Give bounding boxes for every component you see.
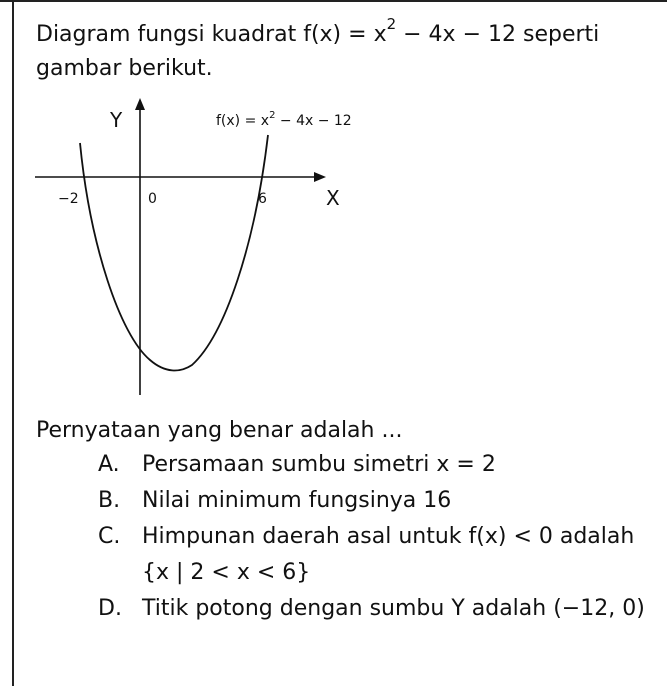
option-c-set-notation: {x | 2 < x < 6} xyxy=(142,560,311,585)
option-b-text: Nilai minimum fungsinya 16 xyxy=(142,488,452,513)
x-axis-arrow-icon xyxy=(314,172,326,182)
y-axis-label: Y xyxy=(110,108,123,132)
function-label xyxy=(216,110,352,129)
tick-label-0: 0 xyxy=(148,191,157,207)
option-c-letter: C. xyxy=(98,524,121,549)
option-c[interactable] xyxy=(98,524,634,549)
question-line-1 xyxy=(36,15,600,47)
option-b-letter: B. xyxy=(98,488,121,513)
question-line-1-prefix: Diagram fungsi kuadrat f(x) = x xyxy=(36,22,387,47)
option-b[interactable] xyxy=(98,488,451,513)
question-line-2: gambar berikut. xyxy=(36,56,213,81)
frame-left-border xyxy=(12,0,14,686)
frame-top-border xyxy=(0,0,667,6)
function-label-prefix: f(x) = x xyxy=(216,113,270,129)
question-line-1-suffix: − 4x − 12 seperti xyxy=(396,22,600,47)
question-exponent: 2 xyxy=(386,15,397,33)
option-d-text: Titik potong dengan sumbu Y adalah (−12, 0) xyxy=(142,596,645,621)
option-a-letter: A. xyxy=(98,452,120,477)
x-axis-label: X xyxy=(326,186,340,210)
parabola-graph xyxy=(30,95,390,405)
tick-label-6: 6 xyxy=(258,191,267,207)
y-axis-arrow-icon xyxy=(135,98,145,110)
option-d[interactable] xyxy=(98,596,645,621)
prompt-text: Pernyataan yang benar adalah ... xyxy=(36,418,403,443)
function-label-exp: 2 xyxy=(269,110,276,121)
option-a[interactable] xyxy=(98,452,496,477)
option-a-text: Persamaan sumbu simetri x = 2 xyxy=(142,452,496,477)
option-d-letter: D. xyxy=(98,596,122,621)
tick-label-neg2: −2 xyxy=(58,191,79,207)
function-label-suffix: − 4x − 12 xyxy=(275,113,352,129)
option-c-text: Himpunan daerah asal untuk f(x) < 0 adalah xyxy=(142,524,635,549)
parabola-curve xyxy=(80,135,268,370)
